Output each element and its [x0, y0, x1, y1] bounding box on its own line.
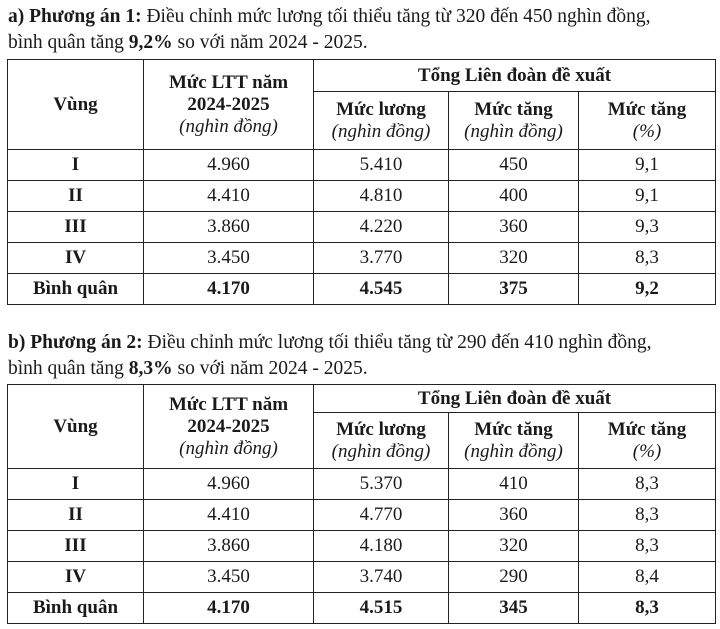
cell-pct: 8,3 [579, 469, 716, 500]
cell-pct: 8,3 [579, 531, 716, 562]
table-row [8, 500, 716, 531]
section-b-summary-pct: 8,3% [128, 358, 173, 379]
cell-ltt: 3.860 [144, 531, 314, 562]
section-b-text-line1: Điều chỉnh mức lương tối thiểu tăng từ 290 đến 410 nghìn đồng, [142, 332, 652, 353]
header-group: Tổng Liên đoàn đề xuất [314, 60, 716, 92]
cell-ltt: 3.450 [144, 562, 314, 593]
section-a-label: a) Phương án 1: [8, 6, 142, 27]
cell-ltt: 4.410 [144, 181, 314, 212]
cell-pct: 8,3 [579, 243, 716, 274]
header-vung: Vùng [8, 60, 144, 150]
section-b-label: b) Phương án 2: [8, 332, 143, 353]
table-row [8, 531, 716, 562]
cell-vung: III [8, 531, 144, 562]
table-row [8, 469, 716, 500]
header-muc-tang-unit: (nghìn đồng) [464, 120, 563, 142]
cell-luong: 4.810 [314, 181, 449, 212]
cell-luong: 4.515 [314, 593, 449, 624]
cell-luong: 5.370 [314, 469, 449, 500]
header-ltt-line1: Mức LTT năm [168, 71, 289, 93]
cell-tang: 345 [449, 593, 579, 624]
header-muc-tang-pct [579, 413, 716, 469]
section-a-summary-post: so với năm 2024 - 2025. [172, 32, 368, 53]
table-row-average [8, 274, 716, 305]
cell-luong: 4.180 [314, 531, 449, 562]
cell-luong: 4.770 [314, 500, 449, 531]
header-muc-tang-pct [579, 92, 716, 150]
section-a-text-line1: Điều chỉnh mức lương tối thiểu tăng từ 320 đến 450 nghìn đồng, [141, 6, 651, 27]
cell-tang: 375 [449, 274, 579, 305]
cell-luong: 4.220 [314, 212, 449, 243]
cell-pct: 9,3 [579, 212, 716, 243]
cell-pct: 9,1 [579, 181, 716, 212]
header-muc-tang-pct-unit: (%) [632, 120, 662, 142]
cell-pct: 9,1 [579, 150, 716, 181]
header-muc-tang-pct-label: Mức tăng [607, 418, 687, 440]
cell-tang: 410 [449, 469, 579, 500]
cell-ltt: 4.960 [144, 150, 314, 181]
section-b-summary-post: so với năm 2024 - 2025. [172, 358, 368, 379]
header-muc-tang-unit: (nghìn đồng) [464, 440, 563, 462]
cell-vung: IV [8, 562, 144, 593]
section-b-summary-pre: bình quân tăng [8, 358, 129, 379]
cell-ltt: 3.860 [144, 212, 314, 243]
cell-ltt: 4.170 [144, 593, 314, 624]
header-ltt-unit: (nghìn đồng) [179, 437, 278, 459]
cell-vung: II [8, 181, 144, 212]
header-ltt-line1: Mức LTT năm [168, 393, 289, 415]
cell-luong: 4.545 [314, 274, 449, 305]
cell-ltt: 3.450 [144, 243, 314, 274]
cell-pct: 8,3 [579, 593, 716, 624]
table-row [8, 181, 716, 212]
section-a-summary-pct: 9,2% [128, 32, 173, 53]
table-phuong-an-1 [7, 59, 716, 305]
section-a-intro [8, 4, 716, 30]
table-row [8, 562, 716, 593]
header-muc-luong-label: Mức lương [336, 418, 426, 440]
cell-tang: 290 [449, 562, 579, 593]
cell-pct: 8,4 [579, 562, 716, 593]
header-muc-luong [314, 92, 449, 150]
cell-vung: I [8, 150, 144, 181]
table-row [8, 150, 716, 181]
table-row-average [8, 593, 716, 624]
section-b-summary [8, 356, 716, 382]
section-a-summary-pre: bình quân tăng [8, 32, 129, 53]
header-muc-luong-unit: (nghìn đồng) [331, 120, 431, 142]
header-muc-luong [314, 413, 449, 469]
cell-ltt: 4.170 [144, 274, 314, 305]
cell-luong: 5.410 [314, 150, 449, 181]
cell-tang: 400 [449, 181, 579, 212]
table-row [8, 212, 716, 243]
table-row [8, 243, 716, 274]
header-muc-tang [449, 92, 579, 150]
header-muc-luong-unit: (nghìn đồng) [331, 440, 431, 462]
cell-vung: III [8, 212, 144, 243]
cell-vung: IV [8, 243, 144, 274]
section-b-intro [8, 330, 716, 356]
cell-luong: 3.770 [314, 243, 449, 274]
cell-ltt: 4.410 [144, 500, 314, 531]
cell-ltt: 4.960 [144, 469, 314, 500]
header-muc-luong-label: Mức lương [336, 98, 426, 120]
cell-pct: 9,2 [579, 274, 716, 305]
section-a-summary [8, 30, 716, 56]
cell-vung: I [8, 469, 144, 500]
cell-tang: 360 [449, 212, 579, 243]
header-vung: Vùng [8, 385, 144, 469]
header-muc-tang-label: Mức tăng [474, 98, 553, 120]
header-muc-tang-pct-label: Mức tăng [607, 98, 687, 120]
cell-luong: 3.740 [314, 562, 449, 593]
cell-pct: 8,3 [579, 500, 716, 531]
header-ltt [144, 60, 314, 150]
cell-tang: 450 [449, 150, 579, 181]
cell-vung: Bình quân [8, 274, 144, 305]
cell-tang: 360 [449, 500, 579, 531]
table-phuong-an-2 [7, 384, 716, 624]
cell-vung: Bình quân [8, 593, 144, 624]
header-ltt [144, 385, 314, 469]
cell-tang: 320 [449, 243, 579, 274]
header-ltt-unit: (nghìn đồng) [179, 115, 278, 137]
header-muc-tang-pct-unit: (%) [632, 440, 662, 462]
cell-tang: 320 [449, 531, 579, 562]
header-muc-tang [449, 413, 579, 469]
header-ltt-line2: 2024-2025 [187, 415, 270, 437]
header-muc-tang-label: Mức tăng [474, 418, 553, 440]
header-group: Tổng Liên đoàn đề xuất [314, 385, 716, 413]
header-ltt-line2: 2024-2025 [187, 93, 270, 115]
cell-vung: II [8, 500, 144, 531]
